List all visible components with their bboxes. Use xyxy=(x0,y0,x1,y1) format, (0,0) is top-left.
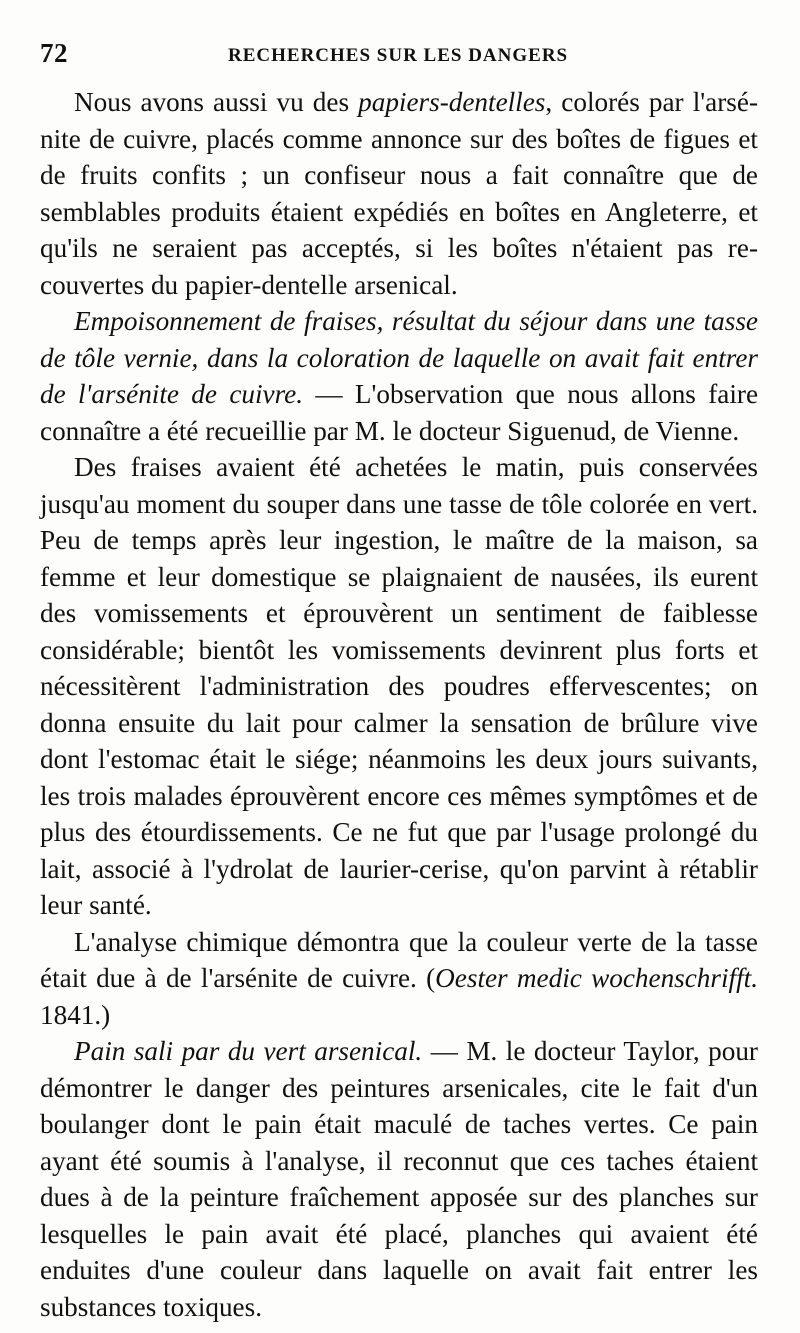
paragraph-fraises-observation xyxy=(40,449,758,924)
page-header xyxy=(40,38,760,78)
running-head: RECHERCHES SUR LES DANGERS xyxy=(228,45,569,66)
body-text xyxy=(40,84,758,1325)
page-number: 72 xyxy=(40,38,68,68)
section-heading-italic: Empoisonnement de fraises, résultat du séjour dans une tasse de tôle vernie, dans la coloration de laquelle on avait fait entrer de l'arsénite de cuivre. xyxy=(40,306,758,409)
text-segment: Nous avons aussi vu des xyxy=(74,87,359,117)
paragraph-analyse-chimique xyxy=(40,924,758,1034)
text-segment: , colorés par l'arsénite de cuivre, placés comme annonce sur des boîtes de figues et de fruits confits ; un confiseur nous a fait connaître que de semblables produits étaient expédiés en boîtes en Angleterre, et qu'ils ne seraient pas acceptés, si les boîtes n'étaient pas recouvertes du papier-dentelle arsenical. xyxy=(40,87,758,300)
text-segment: — M. le docteur Taylor, pour démontrer le danger des peintures arsenicales, cite le fait d'un boulanger dont le pain était maculé de taches vertes. Ce pain ayant été soumis à l'analyse, il reconnut que ces taches étaient dues à de la peinture fraîchement apposée sur des planches sur lesquelles le pain avait été placé, planches qui avaient été enduites d'une couleur dans laquelle on avait fait entrer les substances toxiques. xyxy=(40,1036,758,1322)
section-heading-italic: Pain sali par du vert arsenical. xyxy=(74,1036,423,1066)
text-segment: 1841.) xyxy=(40,999,111,1030)
paragraph-pain-sali xyxy=(40,1033,758,1325)
citation-title: Oester medic wochenschrifft. xyxy=(435,963,758,993)
text-segment: L'analyse chimique démontra que la couleur verte de la tasse était due à de l'arsénite de cuivre. ( xyxy=(40,926,758,993)
paragraph-empoisonnement-fraises xyxy=(40,303,758,449)
italic-term: papiers-dentelles xyxy=(358,87,546,117)
text-segment: Des fraises avaient été achetées le matin, puis conservées jusqu'au moment du souper dans une tasse de tôle colorée en vert. Peu de temps après leur ingestion, le maître de la maison, sa femme et leur domestique se plaignaient de nausées, ils eurent des vomissements et éprouvèrent un sentiment de faiblesse considérable; bientôt les vomissements devinrent plus forts et nécessitèrent l'administration des poudres effervescentes; on donna ensuite du lait pour calmer la sensation de brûlure vive dont l'estomac était le siége; néanmoins les deux jours suivants, les trois malades éprouvèrent encore ces mêmes symptômes et de plus des étourdissements. Ce ne fut que par l'usage prolongé du lait, associé à l'ydrolat de laurier-cerise, qu'on parvint à rétablir leur santé. xyxy=(40,452,758,920)
paragraph-papiers-dentelles xyxy=(40,84,758,303)
text-segment: — L'observation que nous allons faire connaître a été recueillie par M. le docteur Siguenud, de Vienne. xyxy=(40,379,759,446)
